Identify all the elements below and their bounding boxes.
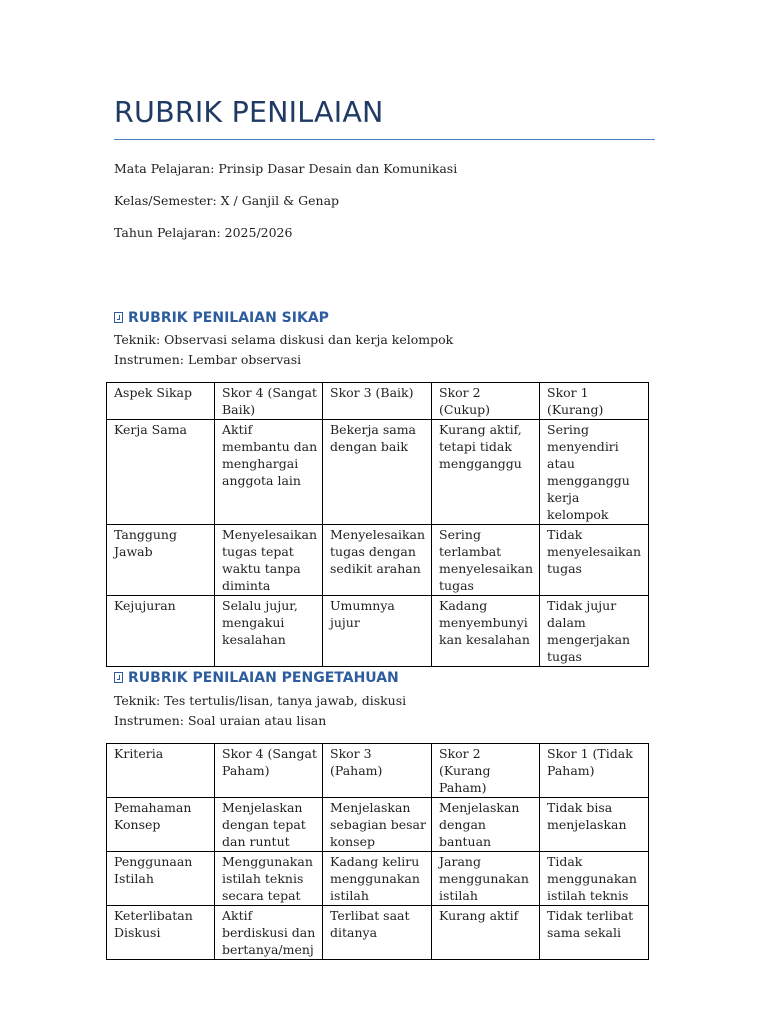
table-cell: Bekerja sama dengan baik [323, 420, 432, 525]
table-cell: Kurang aktif, tetapi tidak mengganggu [432, 420, 540, 525]
table-row [107, 906, 649, 960]
header-cell: Skor 2 (Cukup) [432, 383, 540, 420]
table-row [107, 596, 649, 667]
table-row [107, 798, 649, 852]
rubric-table-sikap [106, 382, 649, 667]
pengetahuan-instrumen: Instrumen: Soal uraian atau lisan [114, 713, 327, 728]
checkbox-icon [114, 312, 123, 323]
sikap-instrumen: Instrumen: Lembar observasi [114, 352, 302, 367]
table-cell: Tidak menggunakan istilah teknis [540, 852, 649, 906]
table-cell: Kerja Sama [107, 420, 215, 525]
table-cell: Keterlibatan Diskusi [107, 906, 215, 960]
section-heading-sikap [114, 309, 329, 327]
meta-mata-pelajaran: Mata Pelajaran: Prinsip Dasar Desain dan Komunikasi [114, 161, 458, 176]
table-cell: Sering menyendiri atau mengganggu kerja kelompok [540, 420, 649, 525]
table-cell: Penggunaan Istilah [107, 852, 215, 906]
table-cell: Tidak terlibat sama sekali [540, 906, 649, 960]
table-cell: Kejujuran [107, 596, 215, 667]
table-cell: Menjelaskan dengan bantuan [432, 798, 540, 852]
section-heading-sikap-text: RUBRIK PENILAIAN SIKAP [128, 310, 329, 326]
table-row [107, 420, 649, 525]
meta-kelas-semester: Kelas/Semester: X / Ganjil & Genap [114, 193, 340, 208]
table-cell: Selalu jujur, mengakui kesalahan [215, 596, 323, 667]
header-cell: Skor 2 (Kurang Paham) [432, 744, 540, 798]
table-header-row [107, 744, 649, 798]
document-title: RUBRIK PENILAIAN [114, 96, 384, 129]
table-cell: Menyelesaikan tugas dengan sedikit arahan [323, 525, 432, 596]
table-cell: Terlibat saat ditanya [323, 906, 432, 960]
table-header-row [107, 383, 649, 420]
table-cell: Tidak bisa menjelaskan [540, 798, 649, 852]
rubric-table-pengetahuan [106, 743, 649, 960]
header-cell: Aspek Sikap [107, 383, 215, 420]
table-cell: Aktif berdiskusi dan bertanya/menj [215, 906, 323, 960]
table-cell: Menyelesaikan tugas tepat waktu tanpa diminta [215, 525, 323, 596]
table-cell: Sering terlambat menyelesaikan tugas [432, 525, 540, 596]
title-underline [114, 139, 655, 140]
table-cell: Umumnya jujur [323, 596, 432, 667]
meta-tahun-pelajaran: Tahun Pelajaran: 2025/2026 [114, 225, 293, 240]
sikap-teknik: Teknik: Observasi selama diskusi dan kerja kelompok [114, 332, 454, 347]
header-cell: Skor 4 (Sangat Baik) [215, 383, 323, 420]
table-row [107, 852, 649, 906]
table-cell: Menjelaskan dengan tepat dan runtut [215, 798, 323, 852]
table-cell: Kadang keliru menggunakan istilah [323, 852, 432, 906]
header-cell: Kriteria [107, 744, 215, 798]
header-cell: Skor 3 (Paham) [323, 744, 432, 798]
section-heading-pengetahuan-text: RUBRIK PENILAIAN PENGETAHUAN [128, 670, 399, 686]
table-cell: Tanggung Jawab [107, 525, 215, 596]
table-cell: Jarang menggunakan istilah [432, 852, 540, 906]
table-cell: Tidak jujur dalam mengerjakan tugas [540, 596, 649, 667]
table-cell: Aktif membantu dan menghargai anggota lain [215, 420, 323, 525]
header-cell: Skor 3 (Baik) [323, 383, 432, 420]
table-row [107, 525, 649, 596]
header-cell: Skor 1 (Tidak Paham) [540, 744, 649, 798]
table-cell: Pemahaman Konsep [107, 798, 215, 852]
table-cell: Menggunakan istilah teknis secara tepat [215, 852, 323, 906]
table-cell: Menjelaskan sebagian besar konsep [323, 798, 432, 852]
header-cell: Skor 1 (Kurang) [540, 383, 649, 420]
table-cell: Kadang menyembunyikan kesalahan [432, 596, 540, 667]
header-cell: Skor 4 (Sangat Paham) [215, 744, 323, 798]
pengetahuan-teknik: Teknik: Tes tertulis/lisan, tanya jawab, diskusi [114, 693, 407, 708]
section-heading-pengetahuan [114, 669, 399, 687]
checkbox-icon [114, 672, 123, 683]
table-cell: Kurang aktif [432, 906, 540, 960]
table-cell: Tidak menyelesaikan tugas [540, 525, 649, 596]
